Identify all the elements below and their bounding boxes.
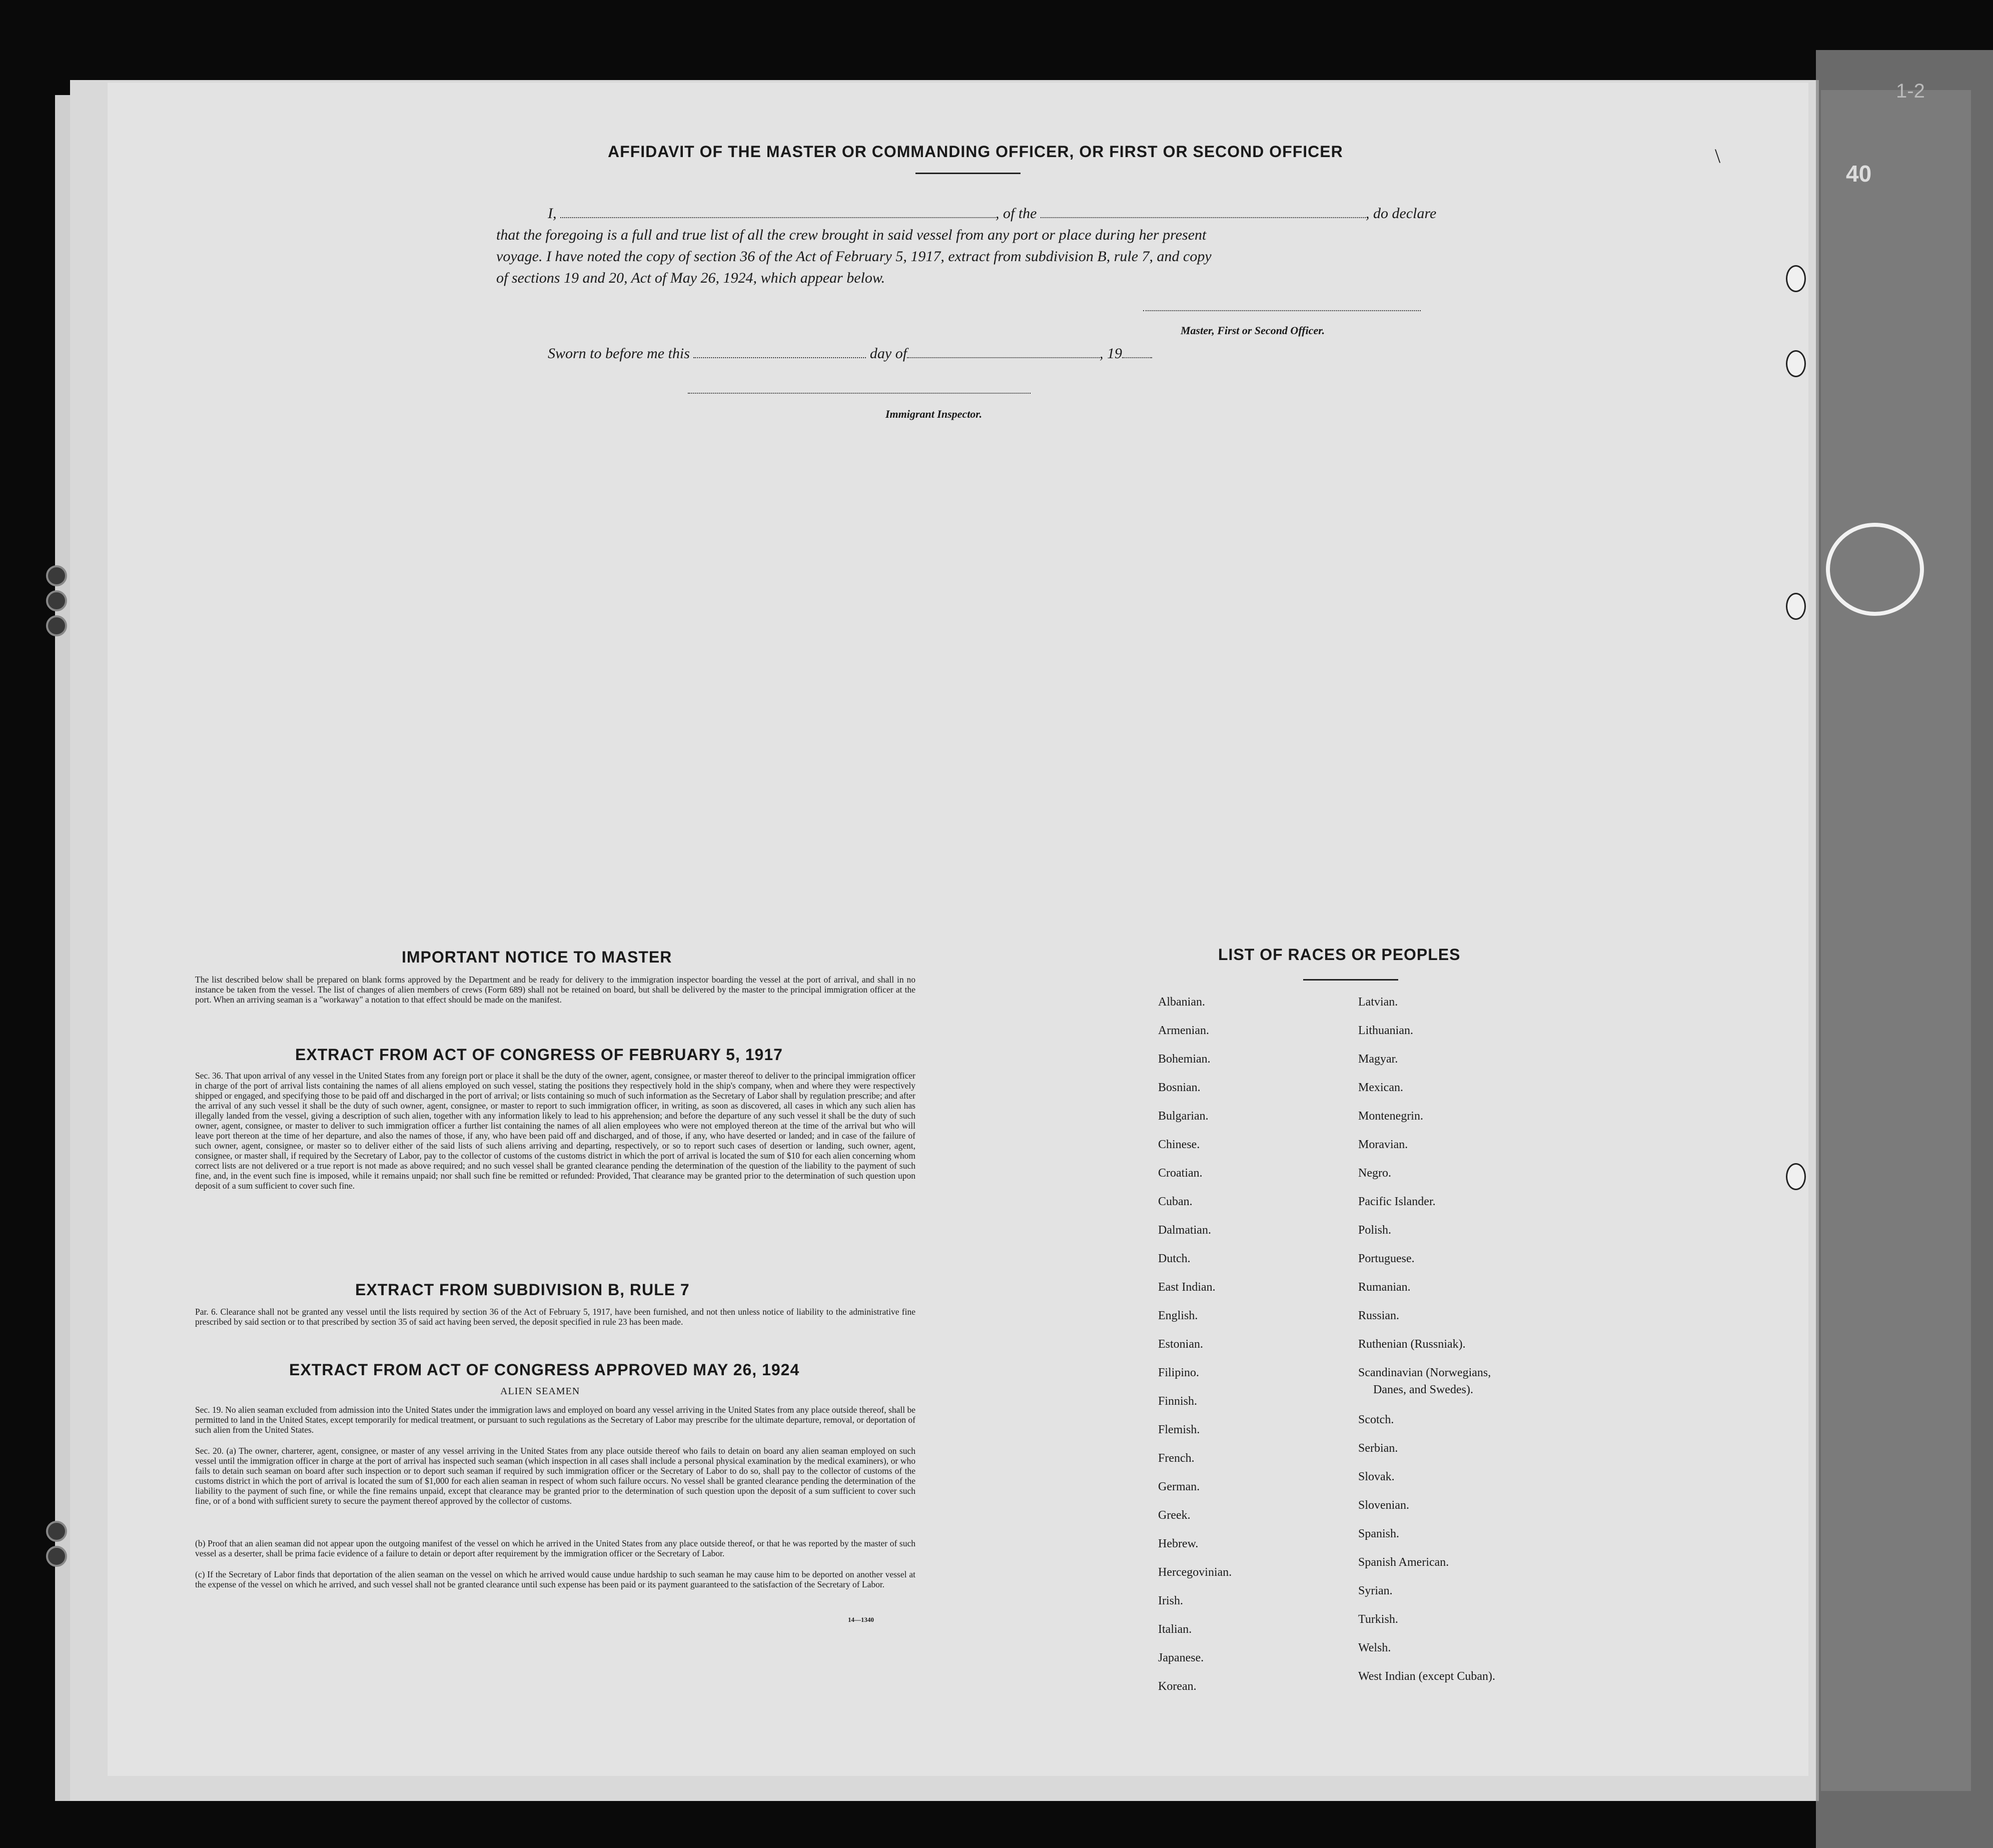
document-page bbox=[108, 83, 1808, 1776]
declaration-line-3: voyage. I have noted the copy of section 36 of the Act of February 5, 1917, extract from subdivision B, rule 7, and copy bbox=[496, 248, 1212, 265]
race-item: Irish. bbox=[1158, 1594, 1183, 1607]
race-item: Slovak. bbox=[1358, 1470, 1395, 1483]
sworn-text: Sworn to before me this bbox=[548, 345, 690, 362]
affidavit-title: AFFIDAVIT OF THE MASTER OR COMMANDING OFFICER, OR FIRST OR SECOND OFFICER bbox=[608, 143, 1343, 161]
race-item: Dutch. bbox=[1158, 1252, 1191, 1265]
binding-hole bbox=[46, 1521, 67, 1542]
race-item: Pacific Islander. bbox=[1358, 1195, 1436, 1208]
races-left-column bbox=[1158, 996, 1232, 1708]
inspector-signature-blank[interactable] bbox=[688, 393, 1031, 394]
race-item: French. bbox=[1158, 1452, 1195, 1465]
race-item: Magyar. bbox=[1358, 1053, 1398, 1066]
races-title-rule bbox=[1303, 979, 1398, 981]
section-19-text: Sec. 19. No alien seaman excluded from admission into the United States under the immigration laws and employed on board any vessel arriving in the United States from any place outside thereof, shall be permitted to land in the United States, except temporarily for medical treatment, or pursuant to such regulations as the Secretary of Labor may prescribe for the ultimate departure, removal, or deportation of such alien from the United States. bbox=[195, 1405, 915, 1435]
race-item: Bosnian. bbox=[1158, 1081, 1201, 1094]
binding-hole bbox=[46, 1546, 67, 1567]
race-item: Ruthenian (Russniak). bbox=[1358, 1338, 1466, 1351]
race-item: Greek. bbox=[1158, 1509, 1191, 1522]
master-signature-label: Master, First or Second Officer. bbox=[1181, 324, 1325, 337]
sworn-month-blank[interactable] bbox=[907, 346, 1100, 358]
inspector-signature-label: Immigrant Inspector. bbox=[885, 408, 982, 420]
race-item: Italian. bbox=[1158, 1623, 1192, 1636]
punch-hole bbox=[1786, 593, 1806, 620]
race-item: Syrian. bbox=[1358, 1584, 1393, 1597]
extract-1924-title: EXTRACT FROM ACT OF CONGRESS APPROVED MAY 26, 1924 bbox=[289, 1361, 800, 1379]
race-item: Russian. bbox=[1358, 1309, 1400, 1322]
name-blank[interactable] bbox=[560, 206, 995, 218]
race-item: Spanish American. bbox=[1358, 1556, 1449, 1569]
master-signature-blank[interactable] bbox=[1143, 310, 1421, 311]
race-item: Portuguese. bbox=[1358, 1252, 1415, 1265]
race-item: Cuban. bbox=[1158, 1195, 1193, 1208]
extract-rule7-body: Par. 6. Clearance shall not be granted any vessel until the lists required by section 36 of the Act of February 5, 1917, have been furnished, and not then unless notice of liability to the administrative fine prescribed by said section or to that prescribed by section 35 of said act having been served, the deposit specified in rule 23 has been made. bbox=[195, 1307, 915, 1327]
race-item: Danes, and Swedes). bbox=[1373, 1383, 1473, 1396]
adjacent-page-face bbox=[1821, 90, 1971, 1791]
race-item: Chinese. bbox=[1158, 1138, 1200, 1151]
binding-hole bbox=[46, 615, 67, 636]
sworn-day-blank[interactable] bbox=[693, 346, 866, 358]
binding-hole bbox=[46, 565, 67, 586]
race-item: Scotch. bbox=[1358, 1413, 1394, 1426]
form-number: 14—1340 bbox=[848, 1616, 874, 1623]
declaration-declare: , do declare bbox=[1366, 205, 1437, 222]
year-prefix: , 19 bbox=[1100, 345, 1123, 362]
extract-1917-title: EXTRACT FROM ACT OF CONGRESS OF FEBRUARY 5, 1917 bbox=[295, 1046, 783, 1064]
section-20c-text: (c) If the Secretary of Labor finds that deportation of the alien seaman on the vessel on which he arrived would cause undue hardship to such seaman he may cause him to be deported on another vessel at the expense of the vessel on which he arrived, and such vessel shall not be granted clearance until such expense has been paid or its payment guaranteed to the satisfaction of the Secretary of Labor. bbox=[195, 1569, 915, 1589]
day-of-text: day of bbox=[869, 345, 907, 362]
race-item: Bohemian. bbox=[1158, 1053, 1211, 1066]
race-item: Polish. bbox=[1358, 1224, 1392, 1237]
handwritten-circle-mark bbox=[1826, 523, 1924, 616]
punch-hole bbox=[1786, 350, 1806, 377]
race-item: Scandinavian (Norwegians, bbox=[1358, 1366, 1491, 1379]
race-item: Korean. bbox=[1158, 1680, 1197, 1693]
race-item: Japanese. bbox=[1158, 1651, 1204, 1664]
race-item: Mexican. bbox=[1358, 1081, 1403, 1094]
race-item: Filipino. bbox=[1158, 1366, 1200, 1379]
race-item: Rumanian. bbox=[1358, 1281, 1411, 1294]
race-item: Turkish. bbox=[1358, 1613, 1398, 1626]
race-item: English. bbox=[1158, 1309, 1198, 1322]
vessel-blank[interactable] bbox=[1041, 206, 1366, 218]
races-title: LIST OF RACES OR PEOPLES bbox=[1218, 946, 1461, 964]
race-item: Finnish. bbox=[1158, 1395, 1198, 1408]
race-item: Montenegrin. bbox=[1358, 1110, 1423, 1123]
race-item: Latvian. bbox=[1358, 996, 1398, 1009]
race-item: Slovenian. bbox=[1358, 1499, 1409, 1512]
extract-rule7-title: EXTRACT FROM SUBDIVISION B, RULE 7 bbox=[355, 1281, 690, 1299]
race-item: Armenian. bbox=[1158, 1024, 1209, 1037]
race-item: Croatian. bbox=[1158, 1167, 1203, 1180]
race-item: Dalmatian. bbox=[1158, 1224, 1211, 1237]
sworn-line bbox=[548, 345, 1152, 362]
race-item: East Indian. bbox=[1158, 1281, 1216, 1294]
race-item: West Indian (except Cuban). bbox=[1358, 1670, 1495, 1683]
race-item: Serbian. bbox=[1358, 1442, 1398, 1455]
section-20b-text: (b) Proof that an alien seaman did not appear upon the outgoing manifest of the vessel on which he arrived in the United States from any place outside thereof, or that he was reported by the master of such vessel as a deserter, shall be prima facie evidence of a failure to detain or deport after requirement by the immigration officer or the Secretary of Labor. bbox=[195, 1538, 915, 1558]
title-rule bbox=[915, 173, 1021, 174]
races-right-column bbox=[1358, 996, 1495, 1698]
extract-1917-body: Sec. 36. That upon arrival of any vessel in the United States from any foreign port or place it shall be the duty of the owner, agent, consignee, or master thereof to deliver to the principal immigration officer in charge of the port of arrival lists containing the names of all aliens employed on such vessel, stating the positions they respectively hold in the ship's company, when and where they were respectively shipped or engaged, and specifying those to be paid off and discharged in the port of arrival; or lists containing so much of such information as the Secretary of Labor shall by regulation prescribe; and after the arrival of any such vessel it shall be the duty of such owner, agent, consignee, or master to report to such immigration officer, in writing, as soon as discovered, all cases in which any such alien has illegally landed from the vessel, giving a description of such alien, together with any information likely to lead to his apprehension; and before the departure of any such vessel it shall be the duty of such owner, agent, consignee, or master to deliver to such immigration officer a further list containing the names of all alien employees who were not employed thereon at the time of the arrival but who will leave port thereon at the time of her departure, and also the names of those, if any, who have been paid off and discharged, and of those, if any, who have deserted or landed; and in case of the failure of such owner, agent, consignee, or master so to deliver either of the said lists of such aliens arriving and departing, respectively, or so to report such cases of desertion or landing, such owner, agent, consignee, or master shall, if required by the Secretary of Labor, pay to the collector of customs of the customs district in which the port of arrival is located the sum of $10 for each alien concerning whom correct lists are not delivered or a true report is not made as above required; and no such vessel shall be granted clearance pending the determination of the question of the liability to the payment of such fine, and, in the event such fine is imposed, while it remains unpaid; nor shall such fine be remitted or refunded: Provided, That clearance may be granted prior to the determination of such question upon deposit of a sum sufficient to cover such fine. bbox=[195, 1071, 915, 1191]
notice-title: IMPORTANT NOTICE TO MASTER bbox=[402, 948, 672, 966]
race-item: Hebrew. bbox=[1158, 1537, 1199, 1550]
declaration-line-4: of sections 19 and 20, Act of May 26, 1924, which appear below. bbox=[496, 270, 885, 286]
declaration-i: I, bbox=[548, 205, 557, 222]
tick-mark: \ bbox=[1715, 145, 1721, 167]
race-item: Lithuanian. bbox=[1358, 1024, 1413, 1037]
race-item: Flemish. bbox=[1158, 1423, 1200, 1436]
race-item: Negro. bbox=[1358, 1167, 1391, 1180]
punch-hole bbox=[1786, 265, 1806, 292]
race-item: Moravian. bbox=[1358, 1138, 1408, 1151]
race-item: Albanian. bbox=[1158, 996, 1205, 1009]
race-item: Bulgarian. bbox=[1158, 1110, 1209, 1123]
corner-note: 1-2 bbox=[1896, 80, 1925, 102]
punch-hole bbox=[1786, 1163, 1806, 1190]
race-item: Hercegovinian. bbox=[1158, 1566, 1232, 1579]
race-item: German. bbox=[1158, 1480, 1200, 1493]
section-20a-text: Sec. 20. (a) The owner, charterer, agent, consignee, or master of any vessel arriving in the United States from any place outside thereof who fails to detain on board any alien seaman employed on such vessel until the immigration officer in charge at the port of arrival has inspected such seaman (which inspection in all cases shall include a personal physical examination by the medical examiners), or who fails to detain such seaman on board after such inspection or to deport such seaman if required by such immigration officer or the Secretary of Labor to do so, shall pay to the collector of customs of the customs district in which the port of arrival is located the sum of $1,000 for each alien seaman in respect of whom such failure occurs. No vessel shall be granted clearance pending the determination of the liability to the payment of such fine, or while the fine remains unpaid, except that clearance may be granted prior to the determination of such question upon the deposit of a sum sufficient to cover such fine, or of a bond with sufficient surety to secure the payment thereof approved by the collector of customs. bbox=[195, 1446, 915, 1506]
alien-seamen-subtitle: ALIEN SEAMEN bbox=[500, 1386, 580, 1397]
sworn-year-blank[interactable] bbox=[1122, 346, 1152, 358]
race-item: Welsh. bbox=[1358, 1641, 1391, 1654]
declaration-line-2: that the foregoing is a full and true list of all the crew brought in said vessel from any port or place during her present bbox=[496, 227, 1207, 243]
race-item: Spanish. bbox=[1358, 1527, 1400, 1540]
page-number: 40 bbox=[1846, 161, 1872, 187]
declaration-of-the: , of the bbox=[995, 205, 1037, 222]
binding-hole bbox=[46, 590, 67, 611]
declaration-line-1 bbox=[548, 205, 1436, 222]
race-item: Estonian. bbox=[1158, 1338, 1203, 1351]
notice-body: The list described below shall be prepared on blank forms approved by the Department and be ready for delivery to the immigration inspector boarding the vessel at the port of arrival, and shall in no instance be taken from the vessel. The list of changes of alien members of crews (Form 689) shall not be retained on board, but shall be delivered by the master to the principal immigration officer at the port. When an arriving seaman is a "workaway" a notation to that effect should be made on the manifest. bbox=[195, 975, 915, 1005]
